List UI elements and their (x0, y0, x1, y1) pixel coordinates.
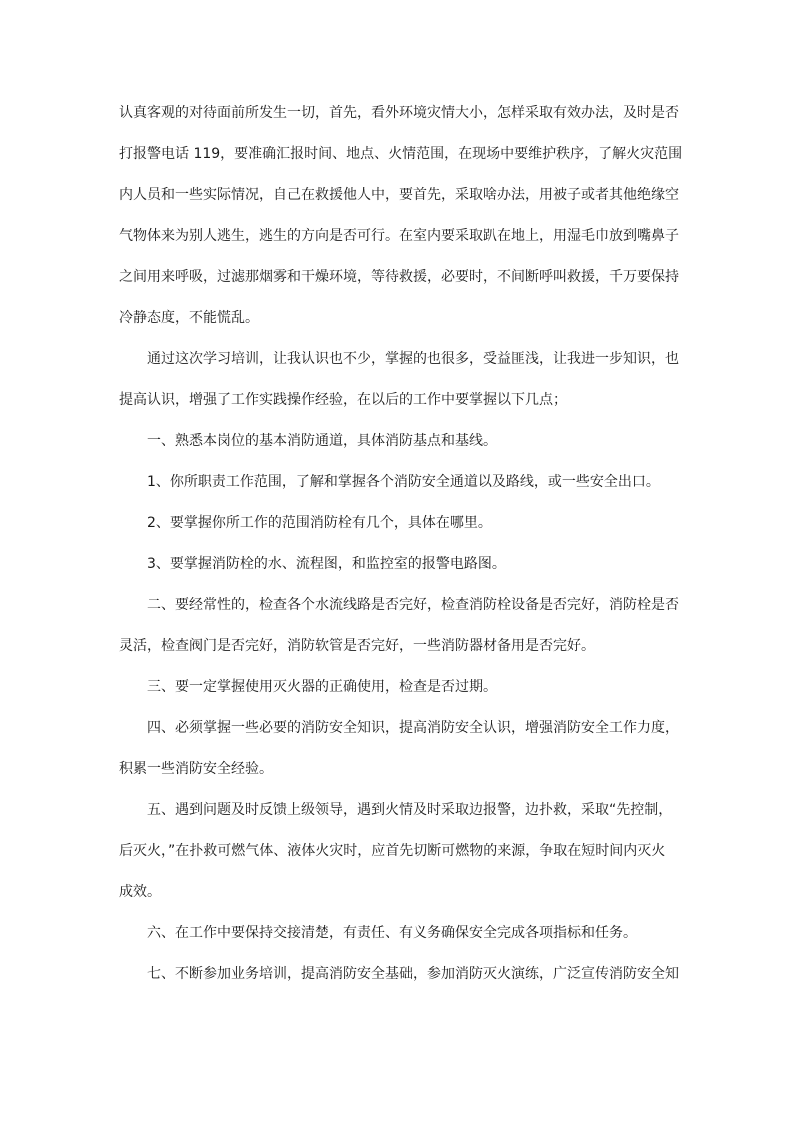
list-item-heading: 五、遇到问题及时反馈上级领导，遇到火情及时采取边报警，边扑救，采取“先控制， (147, 802, 673, 818)
list-item: 3、要掌握消防栓的水、流程图，和监控室的报警电路图。 (147, 556, 506, 572)
list-item-heading: 二、要经常性的，检查各个水流线路是否完好，检查消防栓设备是否完好，消防栓是否 (147, 597, 679, 613)
text-line: 灵活，检查阀门是否完好，消防软管是否完好，一些消防器材备用是否完好。 (119, 638, 595, 654)
text-line: 打报警电话 119，要准确汇报时间、地点、火情范围，在现场中要维护秩序，了解火灾范围 (119, 146, 683, 162)
text-line: 认真客观的对待面前所发生一切，首先，看外环境灾情大小，怎样采取有效办法，及时是否 (119, 105, 679, 121)
text-line: 之间用来呼吸，过滤那烟雾和干燥环境，等待救援，必要时，不间断呼叫救援，千万要保持 (119, 269, 679, 285)
text-line: 成效。 (119, 884, 161, 900)
list-item-heading: 七、不断参加业务培训，提高消防安全基础，参加消防灭火演练，广泛宣传消防安全知 (147, 966, 679, 982)
text-line: 积累一些消防安全经验。 (119, 761, 273, 777)
text-line: 气物体来为别人逃生，逃生的方向是否可行。在室内要采取趴在地上，用湿毛巾放到嘴鼻子 (119, 228, 679, 244)
text-line: 后灭火，”在扑救可燃气体、液体火灾时，应首先切断可燃物的来源，争取在短时间内灭火 (119, 843, 666, 859)
list-item-heading: 四、必须掌握一些必要的消防安全知识，提高消防安全认识，增强消防安全工作力度， (147, 720, 679, 736)
text-line: 内人员和一些实际情况，自己在救援他人中，要首先，采取啥办法，用被子或者其他绝缘空 (119, 187, 679, 203)
paragraph-first-line: 通过这次学习培训，让我认识也不少，掌握的也很多，受益匪浅，让我进一步知识，也 (147, 351, 679, 367)
list-item: 1、你所职责工作范围，了解和掌握各个消防安全通道以及路线，或一些安全出口。 (147, 474, 660, 490)
text-line: 冷静态度，不能慌乱。 (119, 310, 259, 326)
list-item-heading: 六、在工作中要保持交接清楚，有责任、有义务确保安全完成各项指标和任务。 (147, 925, 637, 941)
text-line: 提高认识，增强了工作实践操作经验，在以后的工作中要掌握以下几点； (119, 392, 567, 408)
list-item: 2、要掌握你所工作的范围消防栓有几个，具体在哪里。 (147, 515, 492, 531)
list-item-heading: 三、要一定掌握使用灭火器的正确使用，检查是否过期。 (147, 679, 497, 695)
list-item-heading: 一、熟悉本岗位的基本消防通道，具体消防基点和基线。 (147, 433, 497, 449)
